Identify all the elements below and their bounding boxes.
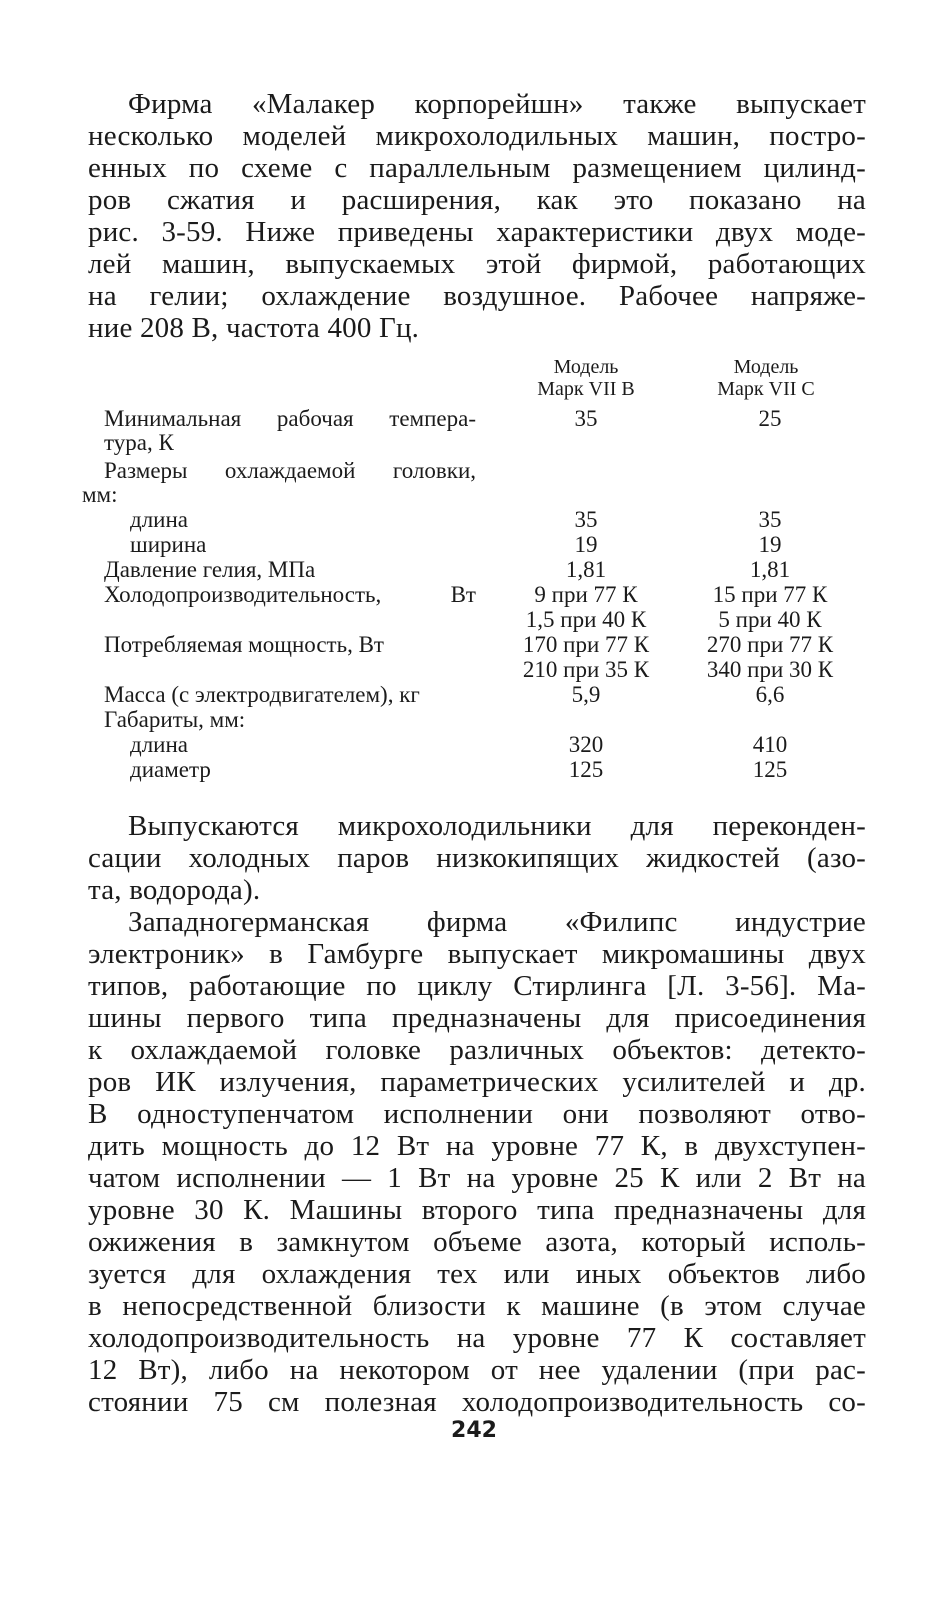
row-label: тура, К	[104, 430, 174, 455]
text-line: ние 208 В, частота 400 Гц.	[88, 312, 420, 344]
text-line: В одноступенчатом исполнении они позволяют отво-	[88, 1098, 866, 1130]
text-line: ров ИК излучения, параметрических усилителей и др.	[88, 1066, 866, 1098]
value-mark-vii-b: 35	[574, 406, 598, 431]
table-row	[104, 607, 864, 633]
text-line: на гелии; охлаждение воздушное. Рабочее напряже-	[88, 280, 866, 312]
value-mark-vii-b: 19	[574, 532, 598, 557]
text-line: та, водорода).	[88, 874, 261, 906]
text-line: Фирма «Малакер корпорейшн» также выпускает	[128, 88, 866, 120]
value-mark-vii-c: 35	[758, 507, 782, 532]
text-line: Выпускаются микрохолодильники для переконден-	[128, 810, 866, 842]
text-line: сации холодных паров низкокипящих жидкостей (азо-	[88, 842, 866, 874]
value-mark-vii-c: 15 при 77 К	[712, 582, 828, 607]
text-line: дить мощность до 12 Вт на уровне 77 К, в двухступен-	[88, 1130, 866, 1162]
table-row	[104, 430, 864, 456]
value-mark-vii-c: 410	[752, 732, 788, 757]
row-label: мм:	[82, 482, 118, 507]
table-row	[104, 557, 864, 583]
table-row	[104, 732, 864, 758]
text-line: ров сжатия и расширения, как это показано на	[88, 184, 866, 216]
row-label: ширина	[130, 532, 207, 557]
value-mark-vii-c: 1,81	[749, 557, 791, 582]
row-label: Габариты, мм:	[104, 707, 246, 732]
paragraph-philips	[88, 906, 866, 1418]
table-row	[104, 507, 864, 533]
table-row	[104, 657, 864, 683]
table-row	[104, 406, 864, 432]
value-mark-vii-b: 170 при 77 К	[522, 632, 650, 657]
row-label: Минимальная рабочая темпера-	[104, 406, 476, 431]
value-mark-vii-b: 320	[568, 732, 604, 757]
value-mark-vii-b: 1,81	[565, 557, 607, 582]
row-label: длина	[130, 732, 189, 757]
text-line: ожижения в замкнутом объеме азота, который исполь-	[88, 1226, 866, 1258]
table-row	[104, 682, 864, 708]
text-line: стоянии 75 см полезная холодопроизводительность со-	[88, 1386, 866, 1418]
intro-paragraph	[88, 88, 866, 344]
spec-table	[82, 352, 864, 792]
value-mark-vii-c: 19	[758, 532, 782, 557]
row-label: Потребляемая мощность, Вт	[104, 632, 384, 657]
row-label: диаметр	[130, 757, 211, 782]
table-row	[82, 482, 864, 508]
value-mark-vii-c: 340 при 30 К	[706, 657, 834, 682]
value-mark-vii-b: 1,5 при 40 К	[525, 607, 647, 632]
value-mark-vii-b: 210 при 35 К	[522, 657, 650, 682]
row-label: длина	[130, 507, 189, 532]
text-line: лей машин, выпускаемых этой фирмой, работающих	[88, 248, 866, 280]
column-header-mark-vii-c: Модель Марк VII C	[717, 356, 815, 400]
table-row	[104, 582, 864, 608]
value-mark-vii-b: 125	[568, 757, 604, 782]
row-label: Давление гелия, МПа	[104, 557, 316, 582]
value-mark-vii-c: 270 при 77 К	[706, 632, 834, 657]
text-line: рис. 3-59. Ниже приведены характеристики двух моде-	[88, 216, 866, 248]
value-mark-vii-b: 35	[574, 507, 598, 532]
row-label: Размеры охлаждаемой головки,	[104, 458, 476, 483]
text-line: енных по схеме с параллельным размещением цилинд-	[88, 152, 866, 184]
text-line: типов, работающие по циклу Стирлинга [Л. 3-56]. Ма-	[88, 970, 866, 1002]
text-line: шины первого типа предназначены для присоединения	[88, 1002, 866, 1034]
row-label: Масса (с электродвигателем), кг	[104, 682, 420, 707]
text-line: 12 Вт), либо на некотором от нее удалении (при рас-	[88, 1354, 866, 1386]
table-row	[104, 532, 864, 558]
table-row	[104, 707, 864, 733]
text-line: уровне 30 К. Машины второго типа предназначены для	[88, 1194, 866, 1226]
value-mark-vii-c: 6,6	[755, 682, 785, 707]
text-line: несколько моделей микрохолодильных машин, постро-	[88, 120, 866, 152]
text-line: холодопроизводительность на уровне 77 К составляет	[88, 1322, 866, 1354]
table-row	[104, 757, 864, 783]
paragraph-microcoolers	[88, 810, 866, 906]
value-mark-vii-c: 5 при 40 К	[718, 607, 822, 632]
value-mark-vii-c: 25	[758, 406, 782, 431]
page-number: 242	[451, 1418, 497, 1443]
text-line: зуется для охлаждения тех или иных объектов либо	[88, 1258, 866, 1290]
value-mark-vii-b: 5,9	[571, 682, 601, 707]
text-line: в непосредственной близости к машине (в этом случае	[88, 1290, 866, 1322]
text-line: чатом исполнении — 1 Вт на уровне 25 К или 2 Вт на	[88, 1162, 866, 1194]
text-line: электроник» в Гамбурге выпускает микромашины двух	[88, 938, 866, 970]
table-row	[104, 632, 864, 658]
value-mark-vii-c: 125	[752, 757, 788, 782]
column-header-mark-vii-b: Модель Марк VII B	[537, 356, 635, 400]
text-line: к охлаждаемой головке различных объектов: детекто-	[88, 1034, 866, 1066]
value-mark-vii-b: 9 при 77 К	[534, 582, 638, 607]
row-label: Холодопроизводительность, Вт	[104, 582, 476, 607]
text-line: Западногерманская фирма «Филипс индустрие	[128, 906, 866, 938]
table-row	[104, 458, 864, 484]
